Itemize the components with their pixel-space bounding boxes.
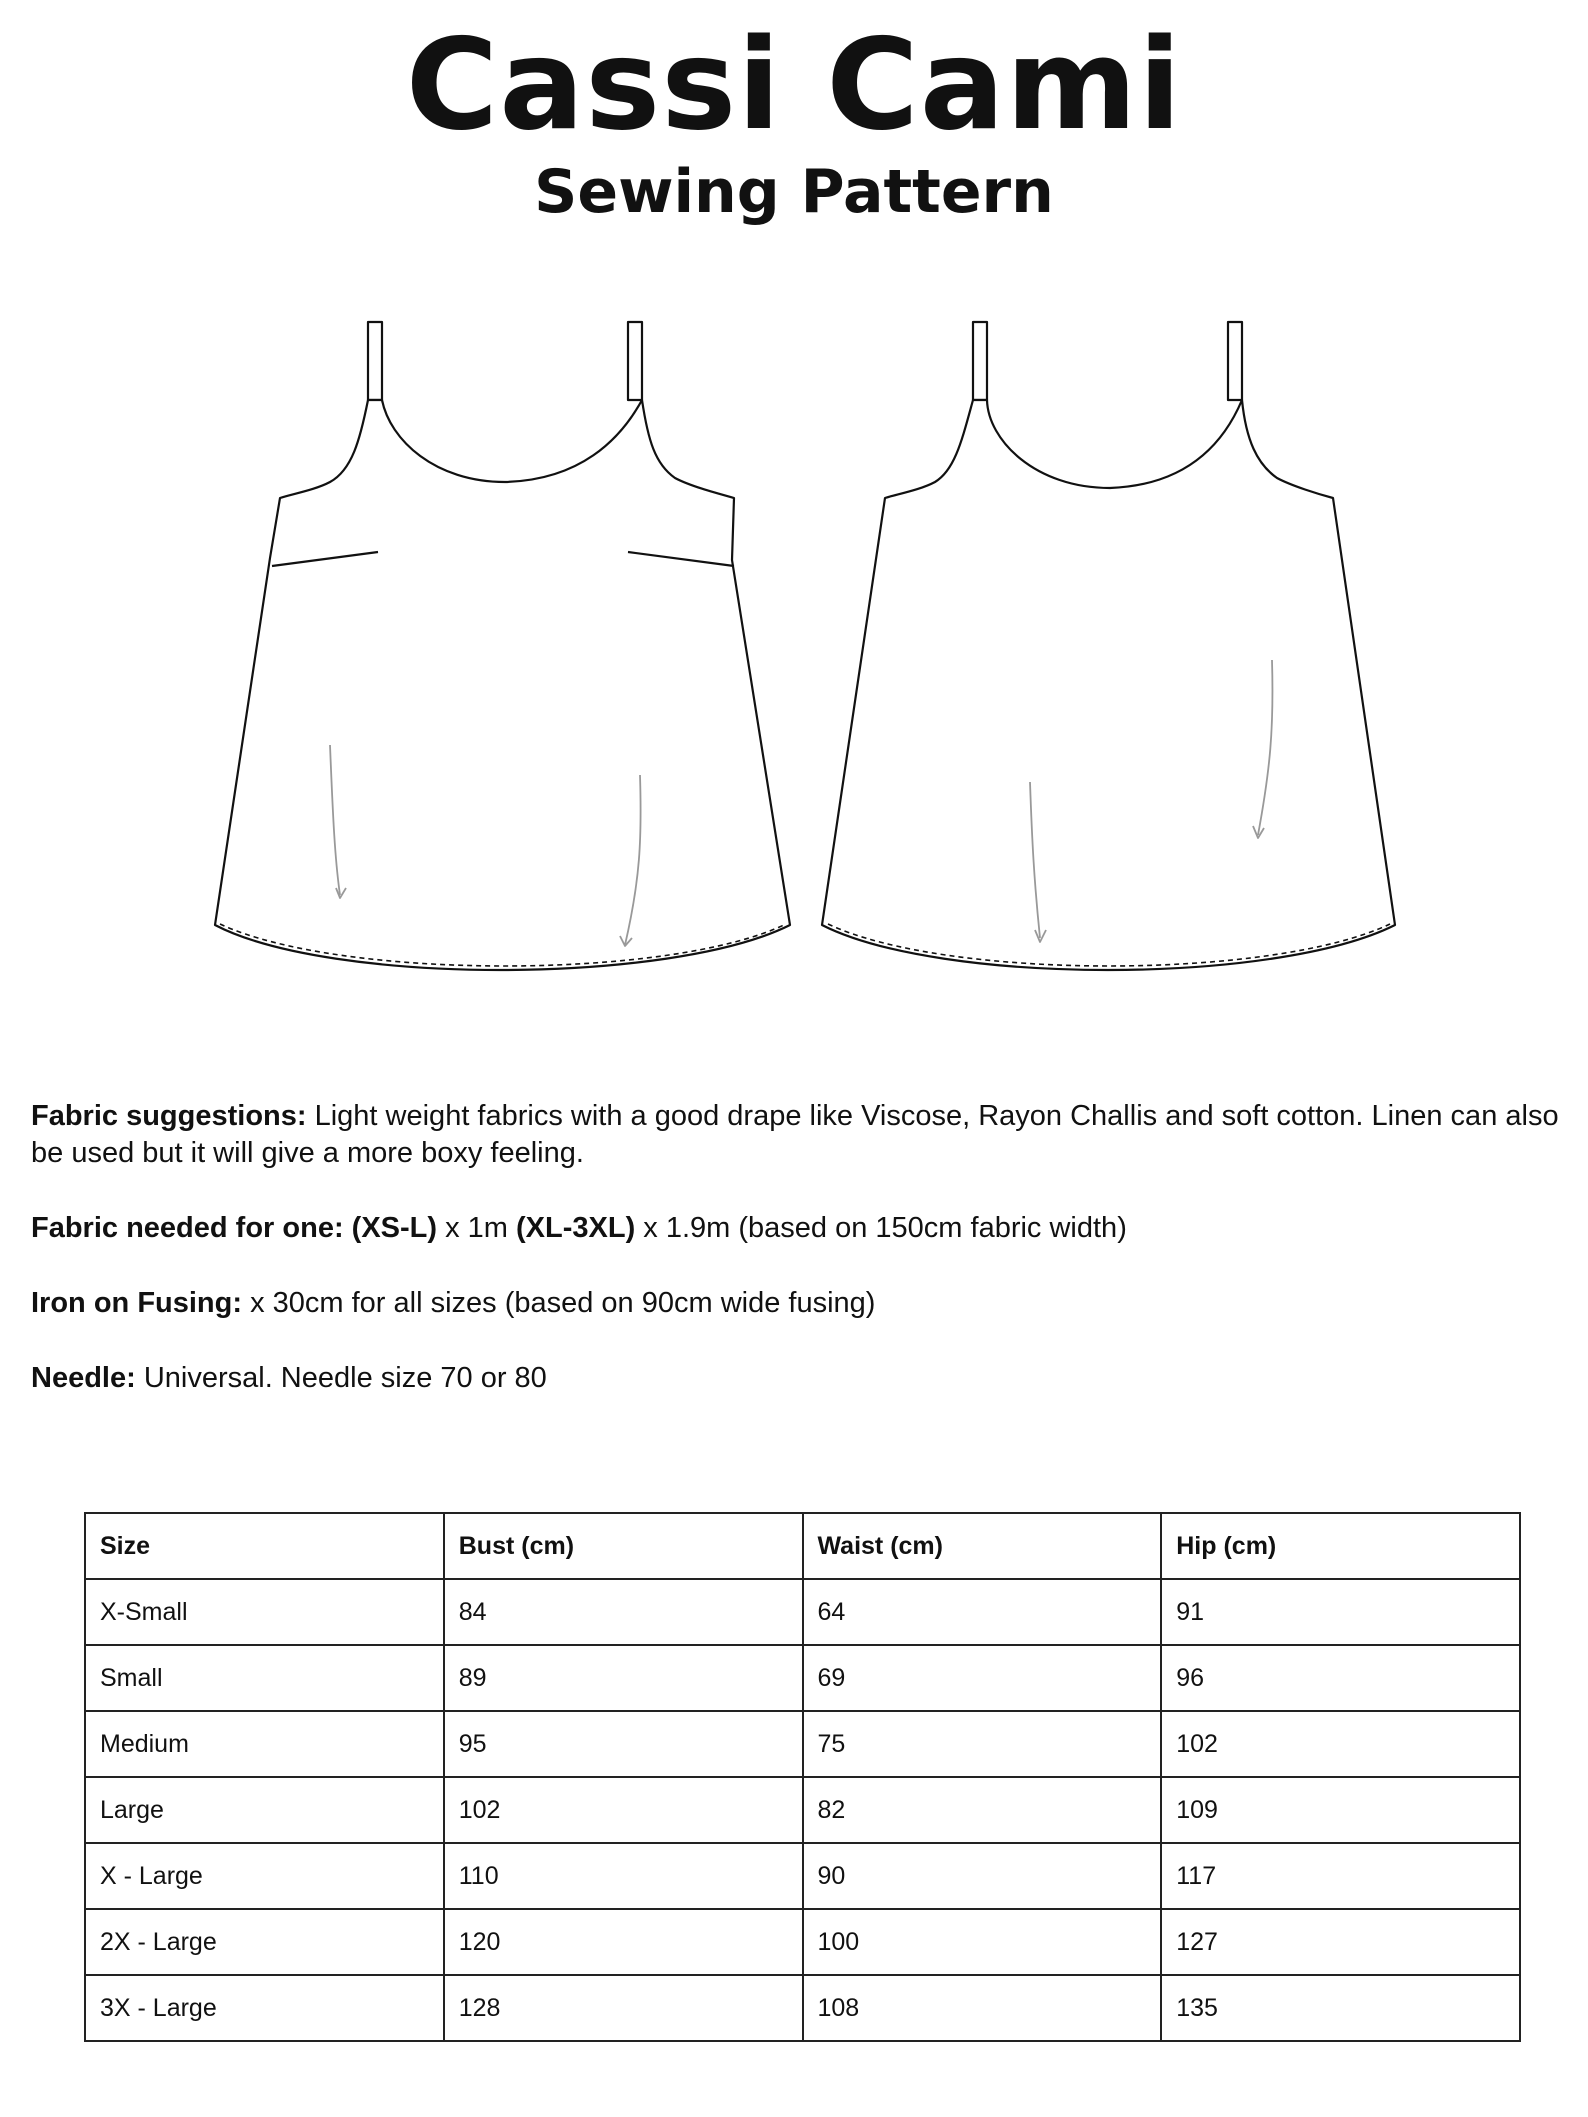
- cell-hip: 91: [1161, 1579, 1520, 1645]
- cell-size: Medium: [85, 1711, 444, 1777]
- fabric-suggestions-label: Fabric suggestions:: [31, 1100, 307, 1132]
- table-row: [85, 1579, 1520, 1645]
- garment-drawings: [0, 300, 1588, 1020]
- cell-waist: 108: [803, 1975, 1162, 2041]
- cell-size: Small: [85, 1645, 444, 1711]
- table-row: [85, 1909, 1520, 1975]
- iron-on-fusing: [31, 1285, 1561, 1322]
- pattern-subtitle: Sewing Pattern: [534, 157, 1054, 227]
- table-header-row: [85, 1513, 1520, 1579]
- cell-bust: 89: [444, 1645, 803, 1711]
- cell-bust: 95: [444, 1711, 803, 1777]
- table-row: [85, 1645, 1520, 1711]
- cell-bust: 128: [444, 1975, 803, 2041]
- cami-back-drawing: [822, 322, 1395, 970]
- cell-hip: 102: [1161, 1711, 1520, 1777]
- fabric-needed-label: Fabric needed for one:: [31, 1212, 344, 1244]
- needle-label: Needle:: [31, 1362, 136, 1394]
- table-row: [85, 1777, 1520, 1843]
- cell-size: Large: [85, 1777, 444, 1843]
- cell-hip: 117: [1161, 1843, 1520, 1909]
- cell-hip: 96: [1161, 1645, 1520, 1711]
- fabric-specifications: [31, 1098, 1561, 1435]
- cell-waist: 82: [803, 1777, 1162, 1843]
- header-waist: Waist (cm): [803, 1513, 1162, 1579]
- fabric-needed-amount-a: x 1m: [437, 1212, 517, 1244]
- fabric-suggestions: [31, 1098, 1561, 1172]
- pattern-title: Cassi Cami: [405, 11, 1183, 158]
- cell-bust: 110: [444, 1843, 803, 1909]
- cell-size: X - Large: [85, 1843, 444, 1909]
- table-row: [85, 1843, 1520, 1909]
- size-chart-table: [84, 1512, 1521, 2042]
- cell-waist: 90: [803, 1843, 1162, 1909]
- fabric-suggestions-text: Light weight fabrics with a good drape like Viscose, Rayon Challis and soft cotton. Linen can also be used but it will give a more boxy feeling.: [31, 1100, 1559, 1169]
- needle-text: Universal. Needle size 70 or 80: [135, 1362, 547, 1394]
- cell-size: 3X - Large: [85, 1975, 444, 2041]
- cell-bust: 120: [444, 1909, 803, 1975]
- cell-size: X-Small: [85, 1579, 444, 1645]
- header-bust: Bust (cm): [444, 1513, 803, 1579]
- cell-waist: 100: [803, 1909, 1162, 1975]
- cell-hip: 109: [1161, 1777, 1520, 1843]
- needle: [31, 1360, 1561, 1397]
- fabric-needed-size-a: (XS-L): [343, 1212, 438, 1244]
- header-size: Size: [85, 1513, 444, 1579]
- fabric-needed-amount-b: x 1.9m (based on 150cm fabric width): [635, 1212, 1127, 1244]
- cell-size: 2X - Large: [85, 1909, 444, 1975]
- cell-bust: 84: [444, 1579, 803, 1645]
- cell-waist: 75: [803, 1711, 1162, 1777]
- cell-bust: 102: [444, 1777, 803, 1843]
- fusing-label: Iron on Fusing:: [31, 1287, 243, 1319]
- cell-waist: 69: [803, 1645, 1162, 1711]
- fusing-text: x 30cm for all sizes (based on 90cm wide fusing): [242, 1287, 876, 1319]
- table-row: [85, 1711, 1520, 1777]
- cami-front-drawing: [215, 322, 790, 970]
- fabric-needed: [31, 1210, 1561, 1247]
- header-hip: Hip (cm): [1161, 1513, 1520, 1579]
- table-row: [85, 1975, 1520, 2041]
- cell-waist: 64: [803, 1579, 1162, 1645]
- cell-hip: 135: [1161, 1975, 1520, 2041]
- fabric-needed-size-b: (XL-3XL): [516, 1212, 636, 1244]
- cell-hip: 127: [1161, 1909, 1520, 1975]
